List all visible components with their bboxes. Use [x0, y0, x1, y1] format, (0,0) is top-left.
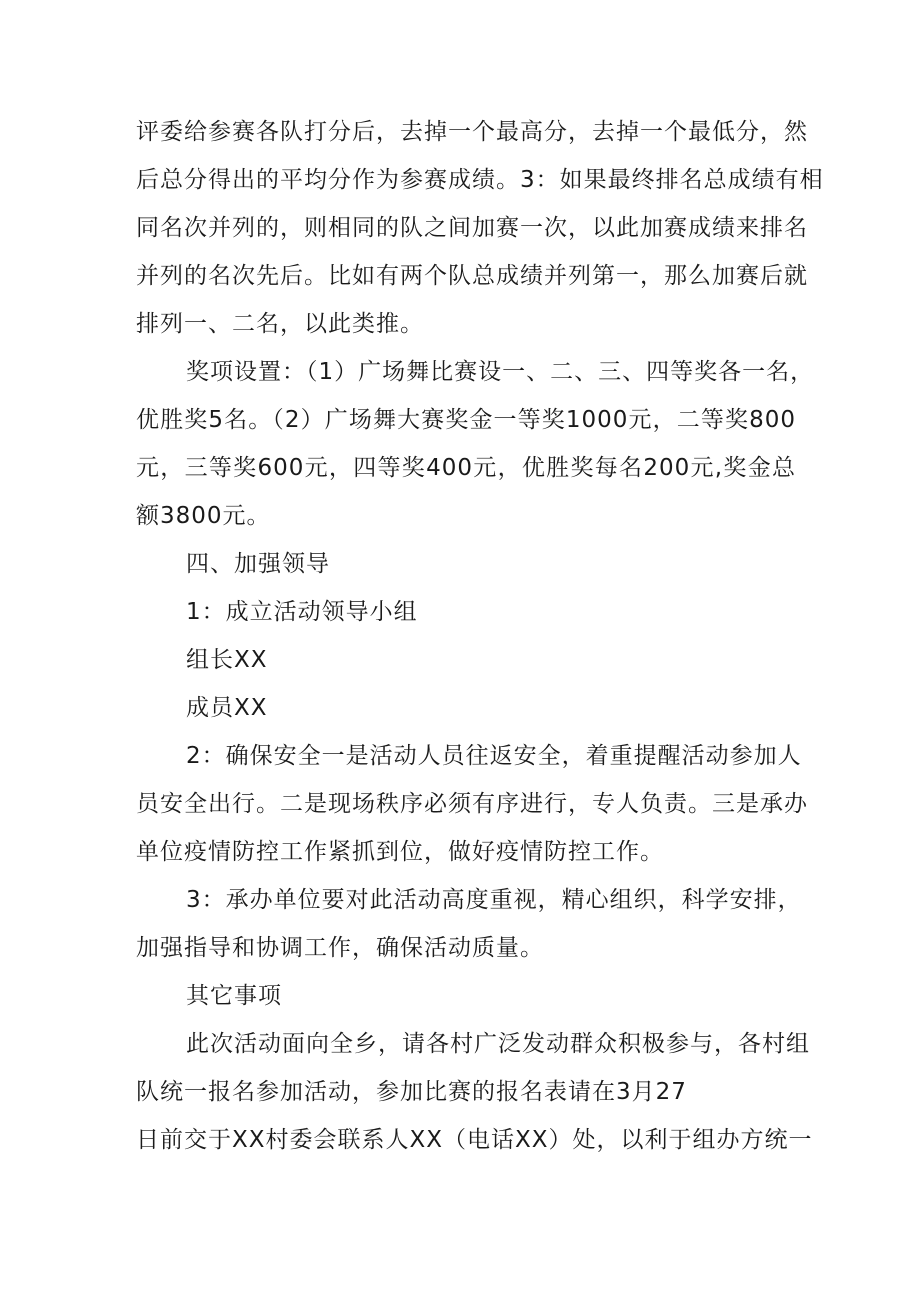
section-heading: 四、加强领导 [186, 551, 330, 577]
paragraph-line: 队统一报名参加活动，参加比赛的报名表请在3月27 [136, 1079, 687, 1105]
paragraph-line: 元，三等奖600元，四等奖400元，优胜奖每名200元,奖金总 [136, 455, 796, 481]
paragraph-line: 后总分得出的平均分作为参赛成绩。3：如果最终排名总成绩有相 [136, 167, 824, 193]
paragraph-line: 员安全出行。二是现场秩序必须有序进行，专人负责。三是承办 [136, 791, 808, 817]
paragraph-line: 同名次并列的，则相同的队之间加赛一次，以此加赛成绩来排名 [136, 215, 808, 241]
subsection-heading: 1：成立活动领导小组 [186, 599, 418, 625]
paragraph-line: 额3800元。 [136, 503, 271, 529]
team-members-line: 成员XX [186, 695, 268, 721]
team-leader-line: 组长XX [186, 647, 268, 673]
paragraph-line: 单位疫情防控工作紧抓到位，做好疫情防控工作。 [136, 839, 664, 865]
section-heading: 其它事项 [186, 983, 282, 1009]
paragraph-line: 奖项设置：（1）广场舞比赛设一、二、三、四等奖各一名， [186, 359, 815, 385]
paragraph-line: 并列的名次先后。比如有两个队总成绩并列第一，那么加赛后就 [136, 263, 808, 289]
paragraph-line: 加强指导和协调工作，确保活动质量。 [136, 935, 544, 961]
paragraph-line: 排列一、二名，以此类推。 [136, 311, 424, 337]
paragraph-line: 3：承办单位要对此活动高度重视，精心组织，科学安排， [186, 887, 802, 913]
paragraph-line: 评委给参赛各队打分后，去掉一个最高分，去掉一个最低分，然 [136, 119, 808, 145]
paragraph-line: 2：确保安全一是活动人员往返安全，着重提醒活动参加人 [186, 743, 802, 769]
paragraph-line: 日前交于XX村委会联系人XX（电话XX）处，以利于组办方统一 [136, 1127, 813, 1153]
paragraph-line: 优胜奖5名。（2）广场舞大赛奖金一等奖1000元，二等奖800 [136, 407, 796, 433]
paragraph-line: 此次活动面向全乡，请各村广泛发动群众积极参与，各村组 [186, 1031, 810, 1057]
